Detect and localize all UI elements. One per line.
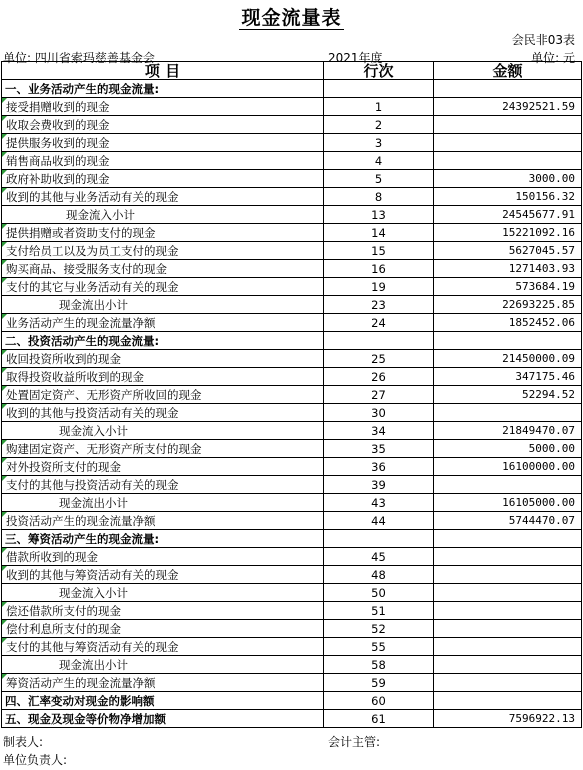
- row-line-no: 16: [324, 260, 434, 278]
- row-amount: [434, 152, 582, 170]
- row-line-no: 44: [324, 512, 434, 530]
- row-item-label: 五、现金及现金等价物净增加额: [2, 710, 324, 728]
- row-line-no: 55: [324, 638, 434, 656]
- row-item-label: 销售商品收到的现金: [2, 152, 324, 170]
- table-row: [2, 206, 582, 224]
- header-item: 项 目: [2, 62, 324, 80]
- table-row: [2, 692, 582, 710]
- row-line-no: 59: [324, 674, 434, 692]
- row-line-no: 58: [324, 656, 434, 674]
- row-line-no: 35: [324, 440, 434, 458]
- row-item-label: 处置固定资产、无形资产所收回的现金: [2, 386, 324, 404]
- row-amount: [434, 530, 582, 548]
- table-row: [2, 404, 582, 422]
- row-item-label: 购建固定资产、无形资产所支付的现金: [2, 440, 324, 458]
- row-amount: 24392521.59: [434, 98, 582, 116]
- row-item-label: 偿付利息所支付的现金: [2, 620, 324, 638]
- row-item-label: 支付的其它与业务活动有关的现金: [2, 278, 324, 296]
- row-line-no: 23: [324, 296, 434, 314]
- row-item-label: 支付给员工以及为员工支付的现金: [2, 242, 324, 260]
- row-amount: 22693225.85: [434, 296, 582, 314]
- row-amount: 5000.00: [434, 440, 582, 458]
- row-line-no: 5: [324, 170, 434, 188]
- row-amount: 5627045.57: [434, 242, 582, 260]
- table-row: [2, 188, 582, 206]
- table-row: [2, 350, 582, 368]
- row-amount: 573684.19: [434, 278, 582, 296]
- table-row: [2, 512, 582, 530]
- table-row: [2, 296, 582, 314]
- row-item-label: 支付的其他与投资活动有关的现金: [2, 476, 324, 494]
- row-amount: 7596922.13: [434, 710, 582, 728]
- row-line-no: 30: [324, 404, 434, 422]
- row-amount: [434, 404, 582, 422]
- row-item-label: 收到的其他与业务活动有关的现金: [2, 188, 324, 206]
- report-year: 2021年度: [328, 51, 383, 65]
- table-row: [2, 170, 582, 188]
- row-line-no: 45: [324, 548, 434, 566]
- table-row: [2, 260, 582, 278]
- table-row: [2, 458, 582, 476]
- row-line-no: 36: [324, 458, 434, 476]
- table-header-row: [2, 62, 582, 80]
- currency-unit: 单位: 元: [531, 51, 575, 65]
- row-amount: [434, 80, 582, 98]
- row-item-label: 现金流入小计: [2, 422, 324, 440]
- table-row: [2, 710, 582, 728]
- table-row: [2, 530, 582, 548]
- table-row: [2, 368, 582, 386]
- table-row: [2, 494, 582, 512]
- row-line-no: 13: [324, 206, 434, 224]
- row-item-label: 筹资活动产生的现金流量净额: [2, 674, 324, 692]
- row-item-label: 现金流出小计: [2, 296, 324, 314]
- row-item-label: 现金流出小计: [2, 494, 324, 512]
- row-line-no: 50: [324, 584, 434, 602]
- row-item-label: 三、筹资活动产生的现金流量:: [2, 530, 324, 548]
- row-line-no: 14: [324, 224, 434, 242]
- row-item-label: 现金流出小计: [2, 656, 324, 674]
- row-amount: 16105000.00: [434, 494, 582, 512]
- table-row: [2, 440, 582, 458]
- row-amount: [434, 584, 582, 602]
- table-row: [2, 278, 582, 296]
- row-item-label: 现金流入小计: [2, 206, 324, 224]
- table-row: [2, 548, 582, 566]
- row-item-label: 收到的其他与投资活动有关的现金: [2, 404, 324, 422]
- row-item-label: 投资活动产生的现金流量净额: [2, 512, 324, 530]
- row-item-label: 取得投资收益所收到的现金: [2, 368, 324, 386]
- table-row: [2, 602, 582, 620]
- table-row: [2, 422, 582, 440]
- row-line-no: 15: [324, 242, 434, 260]
- row-amount: 21849470.07: [434, 422, 582, 440]
- table-row: [2, 116, 582, 134]
- row-item-label: 政府补助收到的现金: [2, 170, 324, 188]
- row-line-no: [324, 530, 434, 548]
- table-row: [2, 584, 582, 602]
- row-item-label: 对外投资所支付的现金: [2, 458, 324, 476]
- row-line-no: 43: [324, 494, 434, 512]
- row-item-label: 二、投资活动产生的现金流量:: [2, 332, 324, 350]
- unit-label: 单位: 四川省索玛慈善基金会: [3, 51, 155, 65]
- row-item-label: 支付的其他与筹资活动有关的现金: [2, 638, 324, 656]
- row-amount: [434, 620, 582, 638]
- row-amount: [434, 656, 582, 674]
- row-line-no: 3: [324, 134, 434, 152]
- row-amount: [434, 332, 582, 350]
- row-line-no: 26: [324, 368, 434, 386]
- row-item-label: 借款所收到的现金: [2, 548, 324, 566]
- row-amount: 21450000.09: [434, 350, 582, 368]
- row-line-no: 25: [324, 350, 434, 368]
- cash-flow-table: [1, 61, 582, 728]
- table-row: [2, 386, 582, 404]
- row-item-label: 接受捐赠收到的现金: [2, 98, 324, 116]
- row-item-label: 收到的其他与筹资活动有关的现金: [2, 566, 324, 584]
- row-line-no: 2: [324, 116, 434, 134]
- row-amount: 52294.52: [434, 386, 582, 404]
- accountant-label: 会计主管:: [328, 735, 381, 749]
- row-item-label: 现金流入小计: [2, 584, 324, 602]
- row-item-label: 收回投资所收到的现金: [2, 350, 324, 368]
- row-line-no: 60: [324, 692, 434, 710]
- table-row: [2, 80, 582, 98]
- row-line-no: [324, 332, 434, 350]
- row-item-label: 提供捐赠或者资助支付的现金: [2, 224, 324, 242]
- table-row: [2, 152, 582, 170]
- table-row: [2, 98, 582, 116]
- row-line-no: 24: [324, 314, 434, 332]
- form-code: 会民非03表: [511, 33, 575, 47]
- row-line-no: 1: [324, 98, 434, 116]
- row-item-label: 提供服务收到的现金: [2, 134, 324, 152]
- row-item-label: 收取会费收到的现金: [2, 116, 324, 134]
- row-amount: 24545677.91: [434, 206, 582, 224]
- row-amount: 150156.32: [434, 188, 582, 206]
- table-row: [2, 332, 582, 350]
- preparer-label: 制表人:: [3, 735, 44, 749]
- row-amount: [434, 674, 582, 692]
- row-line-no: 27: [324, 386, 434, 404]
- row-line-no: 51: [324, 602, 434, 620]
- table-row: [2, 242, 582, 260]
- header-amount: 金额: [434, 62, 582, 80]
- row-item-label: 购买商品、接受服务支付的现金: [2, 260, 324, 278]
- unit-head-label: 单位负责人:: [3, 753, 68, 767]
- row-line-no: 52: [324, 620, 434, 638]
- row-amount: [434, 638, 582, 656]
- row-amount: 1852452.06: [434, 314, 582, 332]
- table-row: [2, 476, 582, 494]
- row-line-no: 8: [324, 188, 434, 206]
- row-amount: [434, 476, 582, 494]
- header-line-no: 行次: [324, 62, 434, 80]
- row-line-no: 48: [324, 566, 434, 584]
- row-line-no: 4: [324, 152, 434, 170]
- row-amount: 16100000.00: [434, 458, 582, 476]
- row-amount: 5744470.07: [434, 512, 582, 530]
- table-row: [2, 656, 582, 674]
- row-item-label: 四、汇率变动对现金的影响额: [2, 692, 324, 710]
- table-row: [2, 224, 582, 242]
- table-row: [2, 566, 582, 584]
- row-item-label: 一、业务活动产生的现金流量:: [2, 80, 324, 98]
- row-amount: 347175.46: [434, 368, 582, 386]
- row-amount: [434, 548, 582, 566]
- table-row: [2, 674, 582, 692]
- row-amount: 1271403.93: [434, 260, 582, 278]
- table-row: [2, 638, 582, 656]
- row-line-no: 34: [324, 422, 434, 440]
- row-amount: [434, 602, 582, 620]
- row-line-no: [324, 80, 434, 98]
- row-amount: [434, 566, 582, 584]
- row-amount: [434, 692, 582, 710]
- report-title: 现金流量表: [241, 7, 342, 29]
- row-amount: 15221092.16: [434, 224, 582, 242]
- row-line-no: 39: [324, 476, 434, 494]
- row-item-label: 业务活动产生的现金流量净额: [2, 314, 324, 332]
- table-row: [2, 314, 582, 332]
- table-row: [2, 134, 582, 152]
- row-item-label: 偿还借款所支付的现金: [2, 602, 324, 620]
- row-amount: 3000.00: [434, 170, 582, 188]
- row-line-no: 19: [324, 278, 434, 296]
- table-row: [2, 620, 582, 638]
- row-line-no: 61: [324, 710, 434, 728]
- row-amount: [434, 116, 582, 134]
- row-amount: [434, 134, 582, 152]
